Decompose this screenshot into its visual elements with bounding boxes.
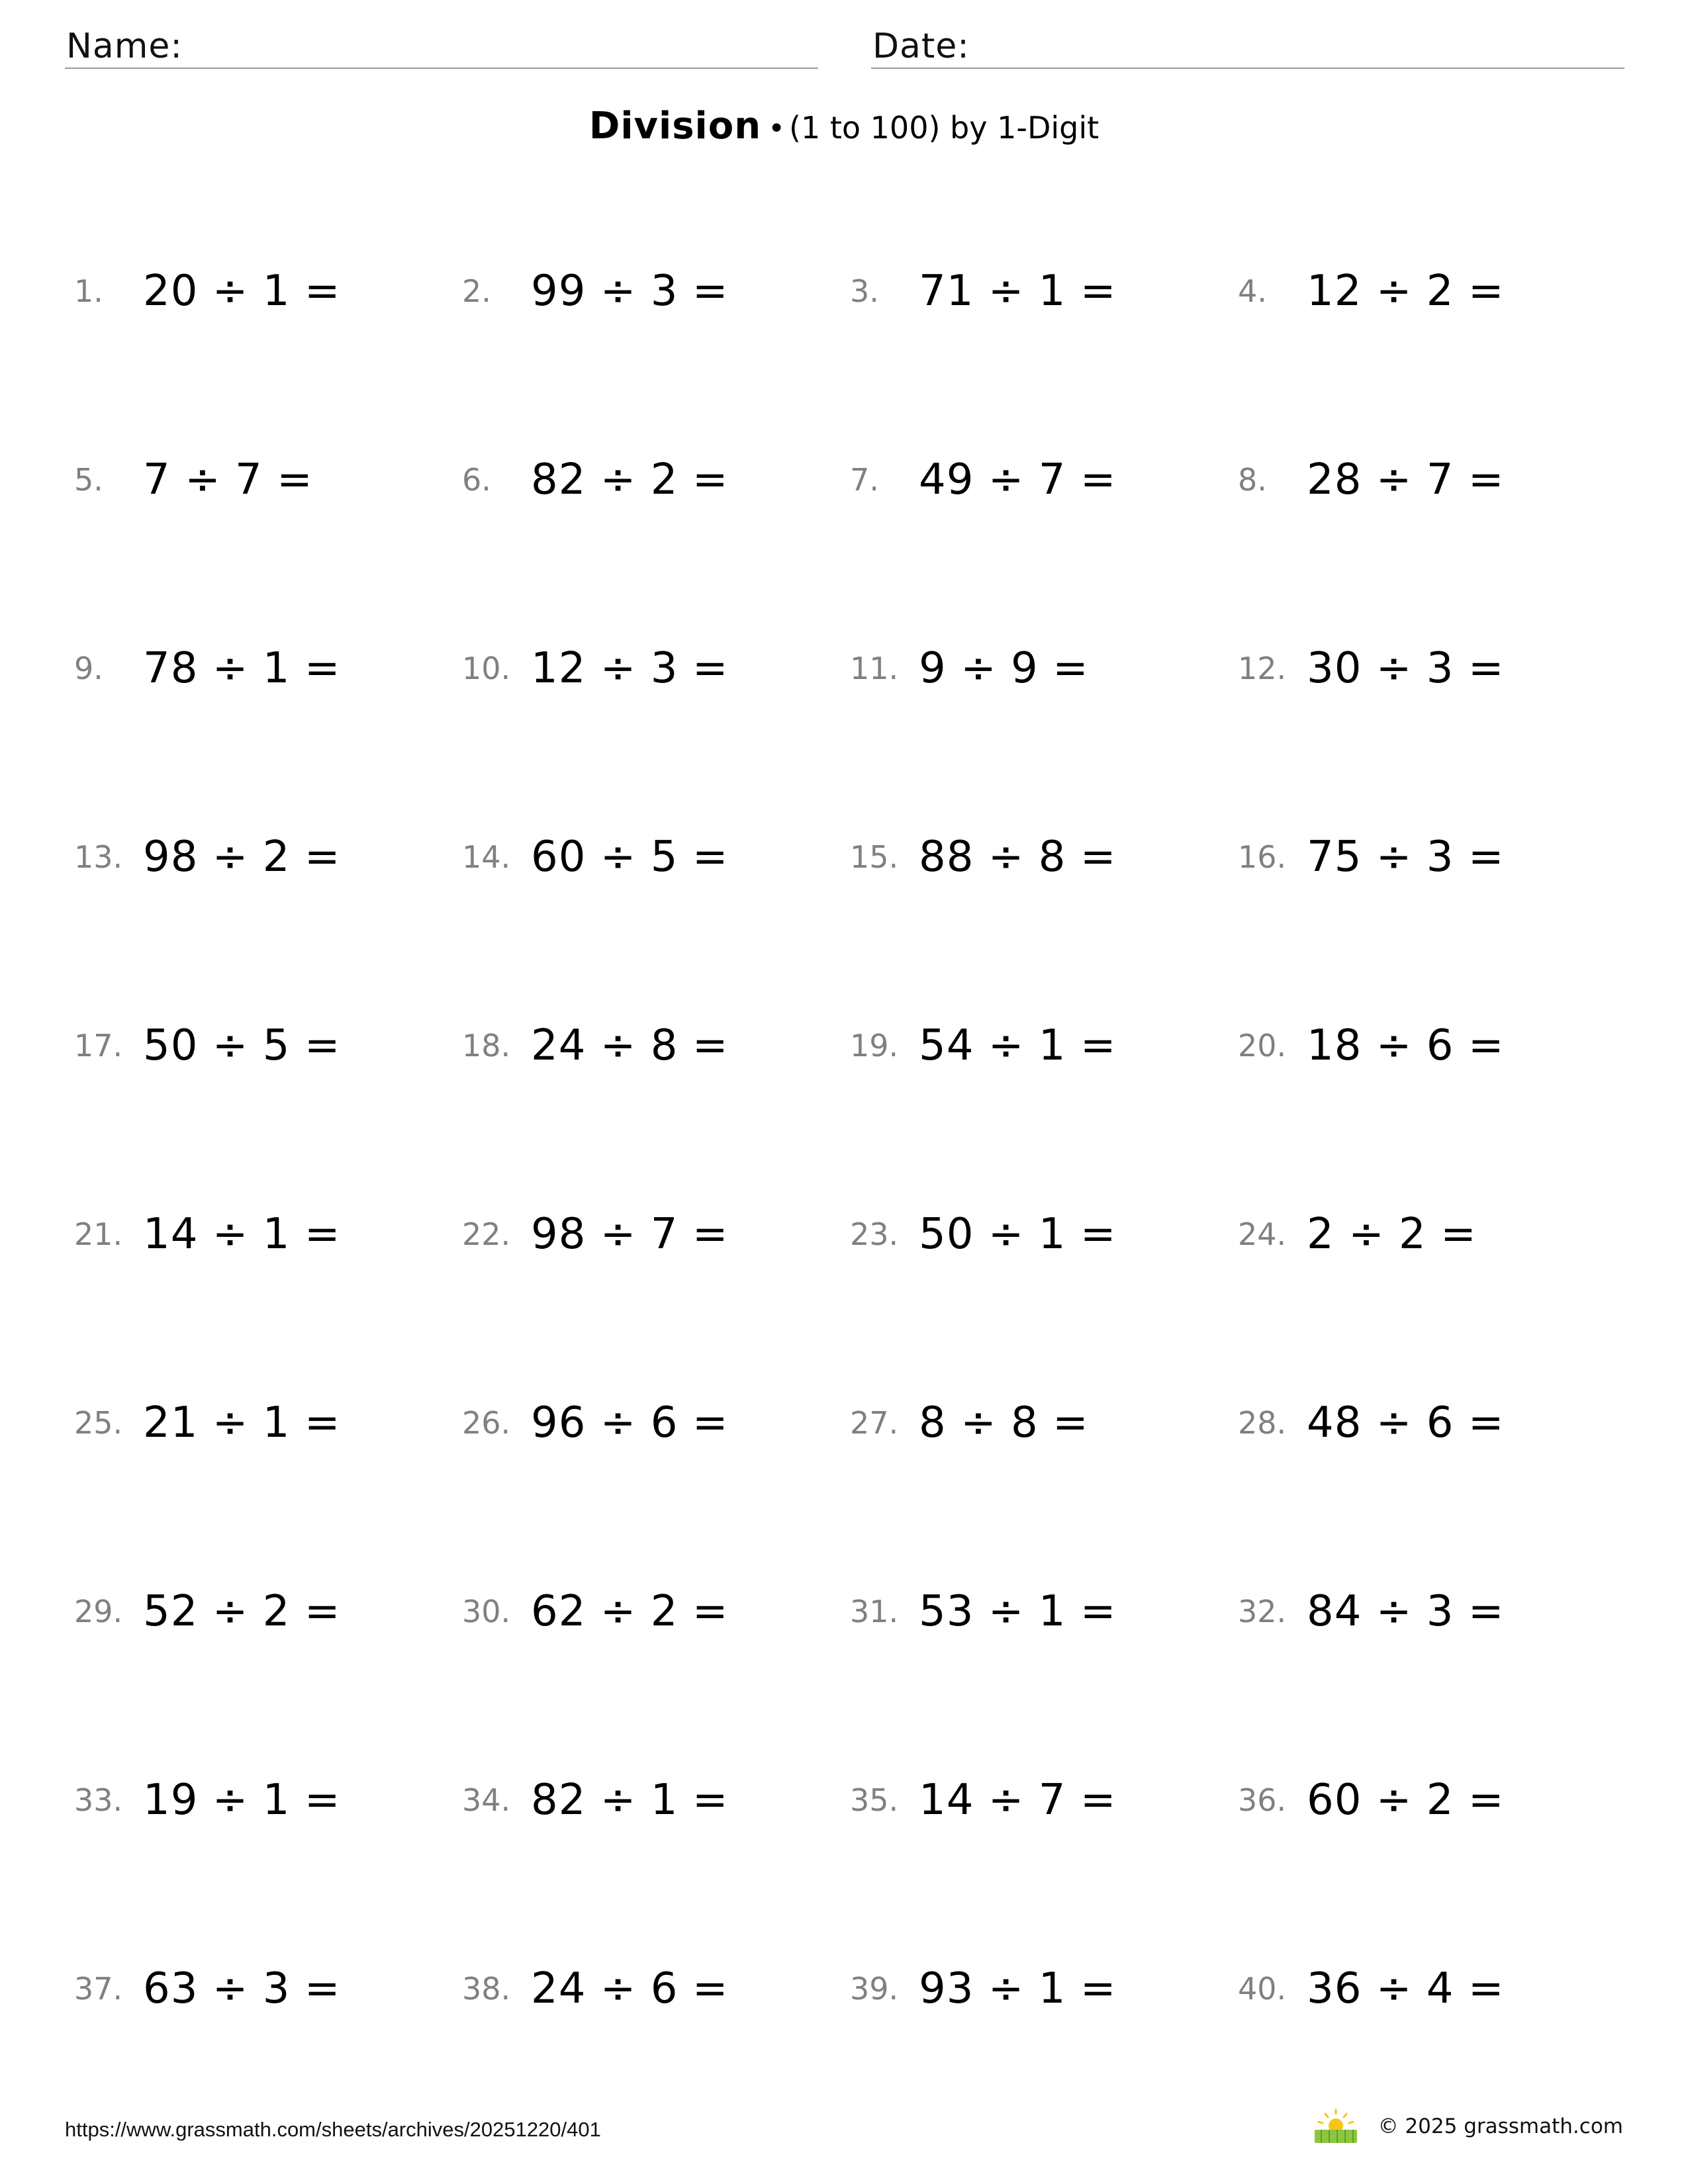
name-field[interactable] [65, 25, 818, 69]
problem-expression: 14 ÷ 1 = [143, 1210, 341, 1259]
problem-item [1238, 235, 1626, 424]
problem-item [850, 1178, 1238, 1367]
problem-number: 14. [462, 839, 511, 875]
problem-expression: 20 ÷ 1 = [143, 267, 341, 316]
problem-number: 40. [1238, 1971, 1287, 2007]
problem-item [74, 1178, 462, 1367]
problem-item [74, 801, 462, 989]
problem-item [74, 235, 462, 424]
problem-number: 37. [74, 1971, 123, 2007]
problem-item [850, 235, 1238, 424]
problem-item [462, 235, 850, 424]
problem-item [462, 801, 850, 989]
problem-item [462, 1178, 850, 1367]
problem-item [74, 1367, 462, 1555]
problem-number: 30. [462, 1594, 511, 1629]
problem-number: 25. [74, 1405, 123, 1441]
problem-number: 26. [462, 1405, 511, 1441]
problem-number: 33. [74, 1782, 123, 1818]
problem-number: 1. [74, 273, 103, 309]
problem-number: 36. [1238, 1782, 1287, 1818]
problem-expression: 78 ÷ 1 = [143, 644, 341, 693]
problem-item [850, 801, 1238, 989]
problem-expression: 36 ÷ 4 = [1307, 1964, 1505, 2013]
problem-number: 2. [462, 273, 491, 309]
problem-item [850, 1933, 1238, 2121]
problem-item [74, 1744, 462, 1933]
footer-brand [1312, 2109, 1623, 2144]
problem-number: 22. [462, 1216, 511, 1252]
problem-item [74, 612, 462, 801]
name-label: Name: [66, 26, 183, 66]
problem-item [1238, 801, 1626, 989]
problem-expression: 60 ÷ 5 = [531, 833, 729, 882]
problem-number: 29. [74, 1594, 123, 1629]
date-field[interactable] [871, 25, 1624, 69]
problem-expression: 14 ÷ 7 = [919, 1776, 1117, 1825]
problem-number: 18. [462, 1028, 511, 1064]
problem-expression: 71 ÷ 1 = [919, 267, 1117, 316]
problem-number: 19. [850, 1028, 899, 1064]
problem-grid [74, 235, 1620, 2121]
date-label: Date: [872, 26, 970, 66]
problem-number: 20. [1238, 1028, 1287, 1064]
problem-number: 11. [850, 651, 899, 686]
problem-item [74, 1555, 462, 1744]
problem-number: 31. [850, 1594, 899, 1629]
problem-number: 34. [462, 1782, 511, 1818]
problem-expression: 2 ÷ 2 = [1307, 1210, 1477, 1259]
problem-expression: 52 ÷ 2 = [143, 1587, 341, 1636]
problem-number: 5. [74, 462, 103, 498]
problem-expression: 96 ÷ 6 = [531, 1398, 729, 1447]
problem-expression: 12 ÷ 3 = [531, 644, 729, 693]
worksheet-title [0, 105, 1688, 148]
problem-expression: 99 ÷ 3 = [531, 267, 729, 316]
problem-expression: 12 ÷ 2 = [1307, 267, 1505, 316]
problem-item [462, 612, 850, 801]
problem-expression: 7 ÷ 7 = [143, 455, 313, 504]
problem-expression: 49 ÷ 7 = [919, 455, 1117, 504]
problem-expression: 48 ÷ 6 = [1307, 1398, 1505, 1447]
problem-expression: 82 ÷ 2 = [531, 455, 729, 504]
footer-url: https://www.grassmath.com/sheets/archives/20251220/401 [65, 2118, 601, 2141]
problem-expression: 98 ÷ 7 = [531, 1210, 729, 1259]
sun-over-grass-icon [1312, 2109, 1360, 2144]
problem-number: 38. [462, 1971, 511, 2007]
problem-item [850, 1744, 1238, 1933]
problem-item [850, 989, 1238, 1178]
problem-expression: 24 ÷ 6 = [531, 1964, 729, 2013]
problem-number: 3. [850, 273, 879, 309]
problem-expression: 28 ÷ 7 = [1307, 455, 1505, 504]
problem-number: 8. [1238, 462, 1267, 498]
problem-number: 12. [1238, 651, 1287, 686]
problem-item [1238, 1744, 1626, 1933]
problem-number: 17. [74, 1028, 123, 1064]
problem-expression: 75 ÷ 3 = [1307, 833, 1505, 882]
problem-expression: 8 ÷ 8 = [919, 1398, 1089, 1447]
problem-item [1238, 1555, 1626, 1744]
problem-item [1238, 424, 1626, 612]
problem-item [74, 424, 462, 612]
problem-expression: 62 ÷ 2 = [531, 1587, 729, 1636]
problem-expression: 54 ÷ 1 = [919, 1021, 1117, 1070]
problem-expression: 30 ÷ 3 = [1307, 644, 1505, 693]
footer-copyright: © 2025 grassmath.com [1378, 2115, 1623, 2138]
problem-number: 23. [850, 1216, 899, 1252]
problem-number: 39. [850, 1971, 899, 2007]
problem-expression: 84 ÷ 3 = [1307, 1587, 1505, 1636]
problem-item [462, 424, 850, 612]
problem-number: 35. [850, 1782, 899, 1818]
problem-item [850, 1367, 1238, 1555]
problem-number: 21. [74, 1216, 123, 1252]
problem-item [1238, 989, 1626, 1178]
problem-expression: 21 ÷ 1 = [143, 1398, 341, 1447]
problem-number: 6. [462, 462, 491, 498]
problem-number: 24. [1238, 1216, 1287, 1252]
problem-item [850, 612, 1238, 801]
problem-number: 10. [462, 651, 511, 686]
problem-expression: 63 ÷ 3 = [143, 1964, 341, 2013]
problem-expression: 88 ÷ 8 = [919, 833, 1117, 882]
title-subtitle: (1 to 100) by 1-Digit [789, 110, 1100, 146]
problem-item [462, 1933, 850, 2121]
problem-item [1238, 1178, 1626, 1367]
problem-number: 15. [850, 839, 899, 875]
problem-expression: 82 ÷ 1 = [531, 1776, 729, 1825]
problem-item [1238, 1367, 1626, 1555]
problem-number: 27. [850, 1405, 899, 1441]
problem-number: 7. [850, 462, 879, 498]
problem-expression: 24 ÷ 8 = [531, 1021, 729, 1070]
title-bullet: • [768, 112, 786, 146]
problem-expression: 93 ÷ 1 = [919, 1964, 1117, 2013]
problem-expression: 50 ÷ 1 = [919, 1210, 1117, 1259]
problem-number: 16. [1238, 839, 1287, 875]
problem-expression: 18 ÷ 6 = [1307, 1021, 1505, 1070]
problem-item [850, 1555, 1238, 1744]
problem-number: 32. [1238, 1594, 1287, 1629]
problem-item [462, 1367, 850, 1555]
problem-item [462, 989, 850, 1178]
problem-item [462, 1744, 850, 1933]
problem-item [74, 989, 462, 1178]
problem-expression: 98 ÷ 2 = [143, 833, 341, 882]
problem-number: 28. [1238, 1405, 1287, 1441]
problem-item [1238, 1933, 1626, 2121]
problem-item [850, 424, 1238, 612]
problem-expression: 53 ÷ 1 = [919, 1587, 1117, 1636]
problem-expression: 19 ÷ 1 = [143, 1776, 341, 1825]
problem-expression: 50 ÷ 5 = [143, 1021, 341, 1070]
title-main: Division [588, 105, 762, 148]
problem-number: 9. [74, 651, 103, 686]
problem-expression: 9 ÷ 9 = [919, 644, 1089, 693]
problem-expression: 60 ÷ 2 = [1307, 1776, 1505, 1825]
problem-item [462, 1555, 850, 1744]
problem-number: 13. [74, 839, 123, 875]
problem-number: 4. [1238, 273, 1267, 309]
problem-item [74, 1933, 462, 2121]
problem-item [1238, 612, 1626, 801]
